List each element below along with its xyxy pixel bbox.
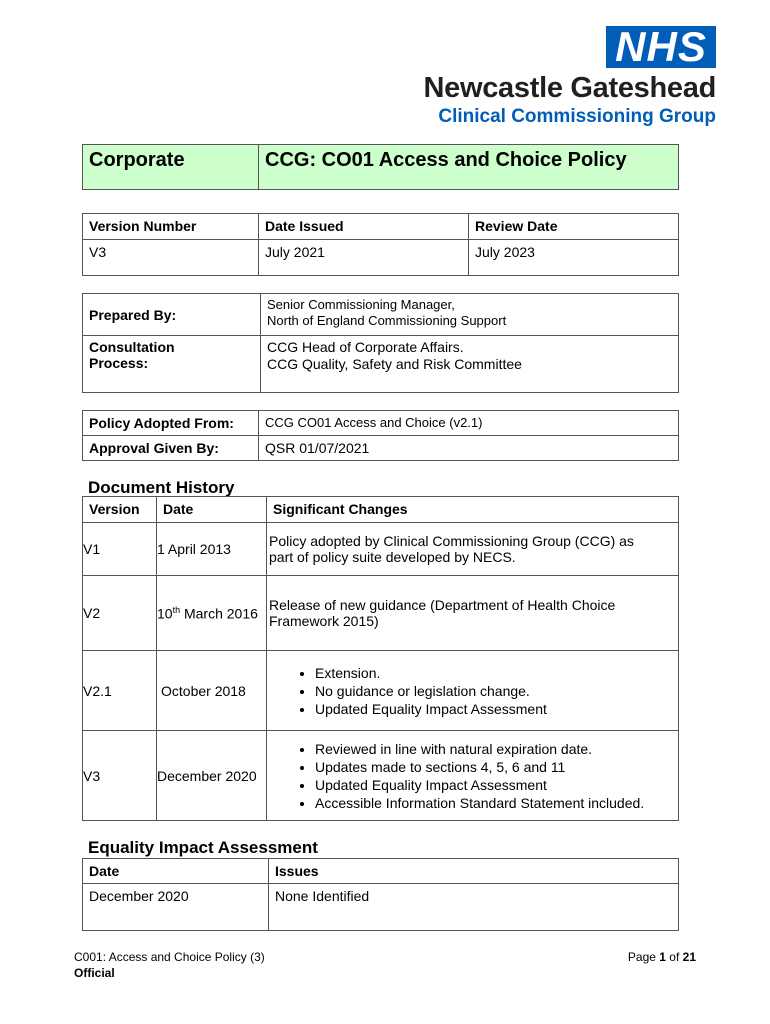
equality-issues-header: Issues [269, 859, 679, 884]
version-number-header: Version Number [83, 214, 259, 240]
policy-title: CCG: CO01 Access and Choice Policy [259, 145, 679, 190]
history-date-day: 10 [157, 605, 173, 622]
footer-doc-ref: C001: Access and Choice Policy (3) [74, 950, 265, 964]
consultation-value-1: CCG Head of Corporate Affairs. [267, 339, 464, 355]
date-issued-value: July 2021 [259, 240, 469, 276]
org-name: Newcastle Gateshead [423, 72, 716, 104]
approval-label: Approval Given By: [83, 436, 259, 461]
history-version: V1 [83, 523, 157, 576]
date-issued-header: Date Issued [259, 214, 469, 240]
review-date-header: Review Date [469, 214, 679, 240]
table-row [83, 731, 679, 821]
list-item: • Updated Equality Impact Assessment [315, 700, 676, 718]
approval-value: QSR 01/07/2021 [259, 436, 679, 461]
footer-page-number [628, 950, 696, 964]
equality-table [82, 858, 679, 931]
policy-table [82, 410, 679, 461]
title-table [82, 144, 679, 190]
list-item: • Accessible Information Standard Statement included. [315, 794, 676, 812]
history-date [157, 576, 267, 651]
history-version: V3 [83, 731, 157, 821]
history-version: V2 [83, 576, 157, 651]
org-subtitle: Clinical Commissioning Group [438, 106, 716, 127]
version-number-value: V3 [83, 240, 259, 276]
version-table [82, 213, 679, 276]
history-change-line: Framework 2015) [269, 613, 379, 629]
page-prefix: Page [627, 950, 660, 964]
equality-date-header: Date [83, 859, 269, 884]
page-num: 1 [659, 950, 666, 964]
history-date-rest: March 2016 [180, 605, 258, 622]
history-bullet-list [269, 664, 676, 718]
list-item: • No guidance or legislation change. [315, 682, 676, 700]
list-item: • Reviewed in line with natural expiration date. [315, 740, 676, 758]
prepared-by-value-1: Senior Commissioning Manager, [267, 297, 455, 312]
history-bullet-list [269, 740, 676, 812]
list-item: • Updated Equality Impact Assessment [315, 776, 676, 794]
document-history-heading: Document History [88, 478, 235, 497]
footer-classification: Official [74, 966, 115, 980]
page-of: of [665, 950, 683, 964]
history-change-line: Release of new guidance (Department of Health Choice [269, 597, 616, 613]
equality-heading: Equality Impact Assessment [88, 838, 318, 857]
consultation-label-2: Process: [89, 355, 149, 371]
document-history-table [82, 496, 679, 821]
table-row [83, 576, 679, 651]
prepared-table [82, 293, 679, 393]
history-date: October 2018 [157, 651, 267, 731]
equality-issues-value: None Identified [269, 884, 679, 931]
consultation-label-1: Consultation [89, 339, 175, 355]
policy-adopted-value: CCG CO01 Access and Choice (v2.1) [259, 411, 679, 436]
prepared-by-label: Prepared By: [83, 294, 261, 336]
history-changes-header: Significant Changes [267, 497, 679, 523]
equality-date-value: December 2020 [83, 884, 269, 931]
history-date: December 2020 [157, 731, 267, 821]
page-total: 21 [682, 950, 696, 964]
history-date: 1 April 2013 [157, 523, 267, 576]
history-change-line: part of policy suite developed by NECS. [269, 549, 516, 565]
list-item: • Extension. [315, 664, 676, 682]
policy-adopted-label: Policy Adopted From: [83, 411, 259, 436]
history-date-sup: th [172, 604, 181, 615]
history-version: V2.1 [83, 651, 157, 731]
history-date-header: Date [157, 497, 267, 523]
history-change-line: Policy adopted by Clinical Commissioning Group (CCG) as [269, 533, 634, 549]
history-version-header: Version [83, 497, 157, 523]
list-item: • Updates made to sections 4, 5, 6 and 11 [315, 758, 676, 776]
table-row [83, 523, 679, 576]
nhs-logo: NHS [606, 26, 716, 68]
consultation-value-2: CCG Quality, Safety and Risk Committee [267, 356, 522, 372]
table-row [83, 651, 679, 731]
review-date-value: July 2023 [469, 240, 679, 276]
category-cell: Corporate [83, 145, 259, 190]
prepared-by-value-2: North of England Commissioning Support [267, 313, 507, 328]
